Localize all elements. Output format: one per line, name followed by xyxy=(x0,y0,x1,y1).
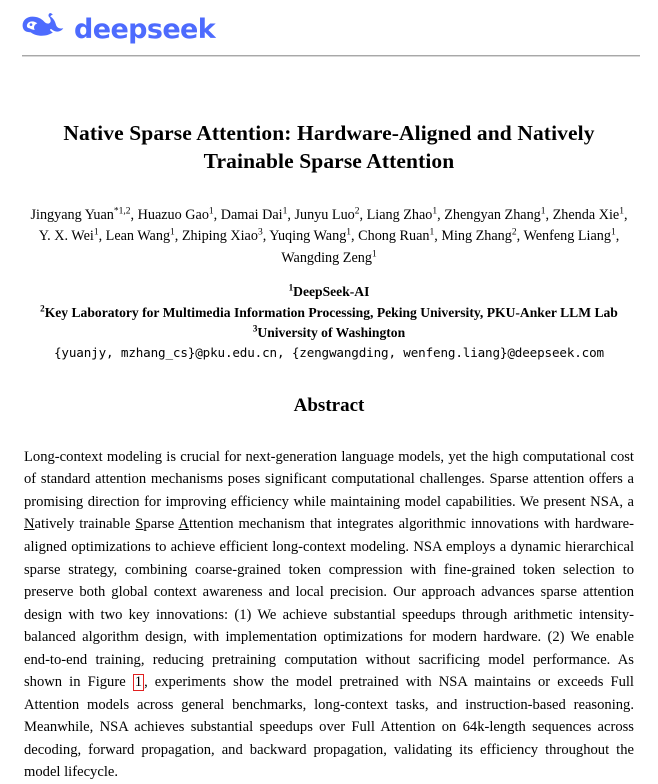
affiliation-name: Key Laboratory for Multimedia Information Processing, Peking University, PKU-Anker LLM Lab xyxy=(44,304,618,320)
abstract-text-part-4: ttention mechanism that integrates algorithmic innovations with hardware-aligned optimizations to achieve efficient long-context modeling. NSA employs a dynamic hierarchical sparse strategy, combining coarse-grained token compression with fine-grained token selection to preserve both global context awareness and local precision. Our approach advances sparse attention design with two key innovations: (1) We achieve substantial speedups through arithmetic intensity-balanced algorithm design, with implementation optimizations for modern hardware. (2) We enable end-to-end training, reducing pretraining computation without sacrificing model performance. As shown in Figure xyxy=(24,516,635,691)
affiliation-item xyxy=(22,282,636,302)
deepseek-whale-icon xyxy=(20,12,68,44)
header-divider xyxy=(22,55,640,57)
author-mark: 2 xyxy=(511,227,517,238)
author-mark: 2 xyxy=(354,206,360,217)
affiliation-item xyxy=(22,303,636,323)
paper-content xyxy=(0,119,658,784)
affiliation-mark: 2 xyxy=(40,303,45,314)
abstract-heading: Abstract xyxy=(293,394,365,416)
affiliation-mark: 3 xyxy=(252,323,258,334)
author-line-2: Y. X. Wei$^1$, Lean Wang$^1$, Zhiping Xiao$^3$, Yuqing Wang$^1$, Chong Ruan$^1$, Ming Zhang$^2$, Wenfeng Liang$^1$, xyxy=(38,227,620,245)
affiliation-list xyxy=(22,282,636,342)
affiliation-item xyxy=(22,323,636,343)
author-mark: 1 xyxy=(170,227,175,238)
author-line-3: Wangding Zeng$^1$ xyxy=(281,249,377,266)
author-mark: 1 xyxy=(282,206,288,217)
author-mark: 1 xyxy=(371,249,377,260)
figure-1-reference-link[interactable]: 1 xyxy=(134,674,143,691)
affiliation-name: DeepSeek-AI xyxy=(293,284,370,300)
author-mark: 1 xyxy=(429,227,435,238)
abstract-acronym-s: S xyxy=(135,516,144,533)
author-mark: 1 xyxy=(432,206,438,217)
abstract-text-part-1: Long-context modeling is crucial for next-generation language models, yet the high computational cost of standard attention mechanisms poses significant computational challenges. Sparse attention offers a promising direction for improving efficiency while maintaining model capabilities. We present NSA, a xyxy=(24,448,634,510)
contact-emails: {yuanjy, mzhang_cs}@pku.edu.cn, {zengwangding, wenfeng.liang}@deepseek.com xyxy=(54,344,604,360)
abstract-body xyxy=(24,446,634,784)
abstract-text-part-5: , experiments show the model pretrained with NSA maintains or exceeds Full Attention models across general benchmarks, long-context tasks, and instruction-based reasoning. Meanwhile, NSA achieves substantial speedups over Full Attention on 64k-length sequences across decoding, forward propagation, and backward propagation, validating its efficiency throughout the model lifecycle. xyxy=(24,674,634,781)
page-title: Native Sparse Attention: Hardware-Aligned and Natively Trainable Sparse Attention xyxy=(63,121,595,174)
author-line-1: Jingyang Yuan$^{*1,2}$, Huazuo Gao$^1$, Damai Dai$^1$, Junyu Luo$^2$, Liang Zhao$^1$, Zhengyan Zhang$^1$, Zhenda Xie$^1$, xyxy=(30,206,628,223)
author-mark: 1 xyxy=(93,227,99,238)
author-list xyxy=(26,205,632,270)
author-mark: 1 xyxy=(346,227,352,238)
abstract-acronym-n: N xyxy=(24,516,35,533)
author-mark: 1 xyxy=(208,206,214,217)
author-mark: 1 xyxy=(540,206,546,217)
affiliation-mark: 1 xyxy=(288,282,294,293)
author-mark: 3 xyxy=(257,227,263,238)
author-mark: 1 xyxy=(619,206,624,217)
abstract-text-part-3: parse xyxy=(143,516,179,533)
author-mark: 1 xyxy=(610,227,616,238)
author-mark: *1,2 xyxy=(113,206,131,217)
brand-wordmark: deepseek xyxy=(74,13,216,45)
abstract-acronym-a: A xyxy=(178,516,189,533)
abstract-text-part-2: atively trainable xyxy=(34,516,136,533)
affiliation-name: University of Washington xyxy=(257,324,406,340)
brand-lockup[interactable] xyxy=(20,12,658,44)
site-header xyxy=(0,0,658,52)
